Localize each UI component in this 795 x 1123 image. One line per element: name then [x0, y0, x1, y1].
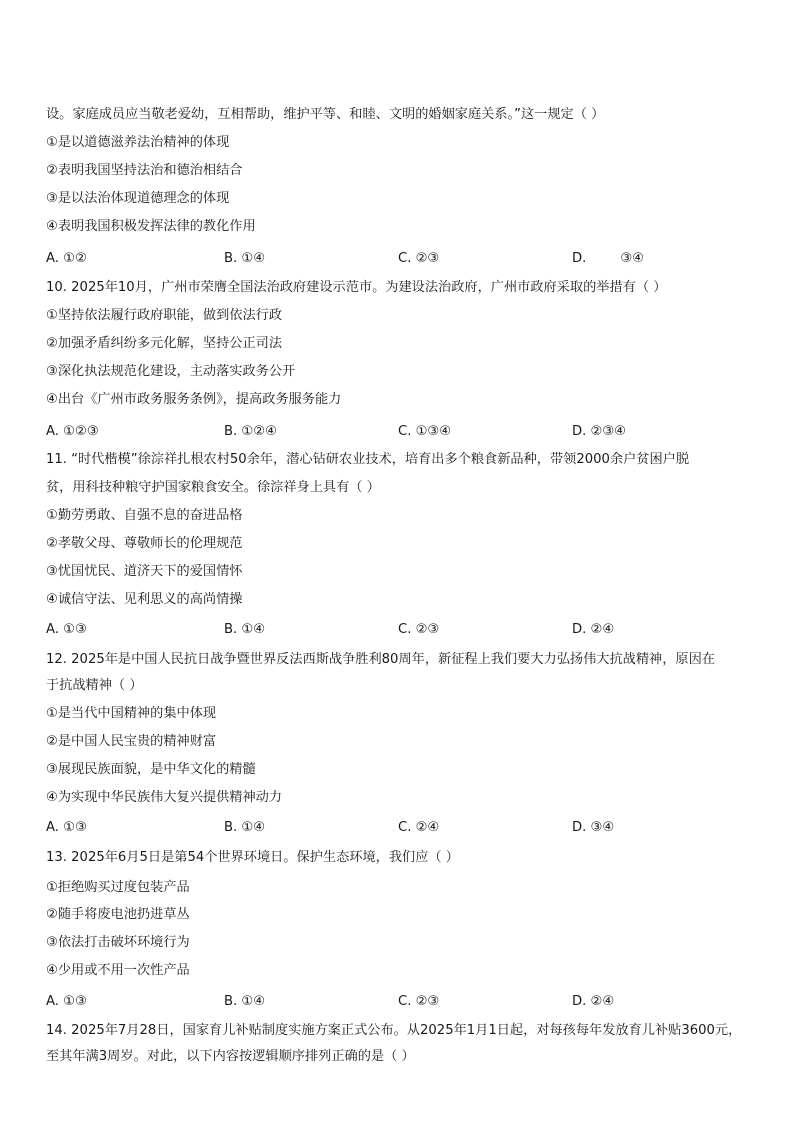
q10-option-2: ②加强矛盾纠纷多元化解，坚持公正司法 — [46, 336, 283, 351]
q12-choice-b: B. ①④ — [224, 820, 266, 835]
q11-option-3: ③忧国忧民、道济天下的爱国情怀 — [46, 564, 243, 579]
q9-choices — [46, 250, 766, 268]
q11-option-1: ①勤劳勇敢、自强不息的奋进品格 — [46, 508, 243, 523]
q10-choices — [46, 423, 766, 441]
q13-choice-b: B. ①④ — [224, 994, 266, 1009]
q12-choices — [46, 819, 766, 837]
q12-stem-line-1: 12. 2025年是中国人民抗日战争暨世界反法西斯战争胜利80周年，新征程上我们要大力弘扬伟大抗战精神，原因在 — [46, 652, 715, 667]
q9-stem-tail: 设。家庭成员应当敬老爱幼，互相帮助，维护平等、和睦、文明的婚姻家庭关系。”这一规定（ ） — [46, 107, 605, 122]
q11-option-2: ②孝敬父母、尊敬师长的伦理规范 — [46, 536, 243, 551]
q9-option-2: ②表明我国坚持法治和德治相结合 — [46, 163, 243, 178]
q10-choice-c: C. ①③④ — [398, 424, 452, 439]
q10-stem: 10. 2025年10月，广州市荣膺全国法治政府建设示范市。为建设法治政府，广州市政府采取的举措有（ ） — [46, 280, 667, 295]
q11-choice-a: A. ①③ — [46, 622, 87, 637]
q9-choice-d-label: D. — [572, 251, 587, 266]
q13-choices — [46, 993, 766, 1011]
q11-choice-d: D. ②④ — [572, 622, 615, 637]
q12-option-1: ①是当代中国精神的集中体现 — [46, 706, 217, 721]
q13-option-2: ②随手将废电池扔进草丛 — [46, 907, 190, 922]
q10-choice-a: A. ①②③ — [46, 424, 99, 439]
q10-choice-b: B. ①②④ — [224, 424, 277, 439]
q10-option-1: ①坚持依法履行政府职能，做到依法行政 — [46, 308, 283, 323]
q13-choice-a: A. ①③ — [46, 994, 87, 1009]
q11-choices — [46, 621, 766, 639]
q13-choice-d: D. ②④ — [572, 994, 615, 1009]
q11-stem-line-1: 11. “时代楷模”徐淙祥扎根农村50余年，潜心钻研农业技术，培育出多个粮食新品种，带领2000余户贫困户脱 — [46, 452, 690, 467]
q12-stem-line-2: 于抗战精神（ ） — [46, 678, 143, 693]
q9-choice-c: C. ②③ — [398, 251, 440, 266]
q9-choice-d — [572, 250, 644, 268]
q9-choice-b: B. ①④ — [224, 251, 266, 266]
q13-option-1: ①拒绝购买过度包装产品 — [46, 880, 190, 895]
q12-choice-d: D. ③④ — [572, 820, 615, 835]
q12-option-2: ②是中国人民宝贵的精神财富 — [46, 734, 217, 749]
q9-option-3: ③是以法治体现道德理念的体现 — [46, 191, 230, 206]
q12-option-3: ③展现民族面貌，是中华文化的精髓 — [46, 762, 256, 777]
q10-choice-d: D. ②③④ — [572, 424, 627, 439]
q11-choice-b: B. ①④ — [224, 622, 266, 637]
q11-stem-line-2: 贫，用科技种粮守护国家粮食安全。徐淙祥身上具有（ ） — [46, 480, 380, 495]
q12-choice-a: A. ①③ — [46, 820, 87, 835]
q12-choice-c: C. ②④ — [398, 820, 440, 835]
q13-option-4: ④少用或不用一次性产品 — [46, 963, 190, 978]
q13-option-3: ③依法打击破坏环境行为 — [46, 935, 190, 950]
q9-choice-a: A. ①② — [46, 251, 87, 266]
q9-option-4: ④表明我国积极发挥法律的教化作用 — [46, 219, 256, 234]
q9-option-1: ①是以道德滋养法治精神的体现 — [46, 135, 230, 150]
q11-option-4: ④诚信守法、见利思义的高尚情操 — [46, 592, 243, 607]
q13-stem: 13. 2025年6月5日是第54个世界环境日。保护生态环境，我们应（ ） — [46, 850, 459, 865]
q12-option-4: ④为实现中华民族伟大复兴提供精神动力 — [46, 790, 283, 805]
q10-option-3: ③深化执法规范化建设，主动落实政务公开 — [46, 364, 296, 379]
q14-stem-line-2: 至其年满3周岁。对此，以下内容按逻辑顺序排列正确的是（ ） — [46, 1049, 415, 1064]
q9-choice-d-value: ③④ — [620, 251, 645, 266]
q13-choice-c: C. ②③ — [398, 994, 440, 1009]
q11-choice-c: C. ②③ — [398, 622, 440, 637]
q14-stem-line-1: 14. 2025年7月28日，国家育儿补贴制度实施方案正式公布。从2025年1月1日起，对每孩每年发放育儿补贴3600元， — [46, 1023, 742, 1038]
q10-option-4: ④出台《广州市政务服务条例》，提高政务服务能力 — [46, 392, 342, 407]
